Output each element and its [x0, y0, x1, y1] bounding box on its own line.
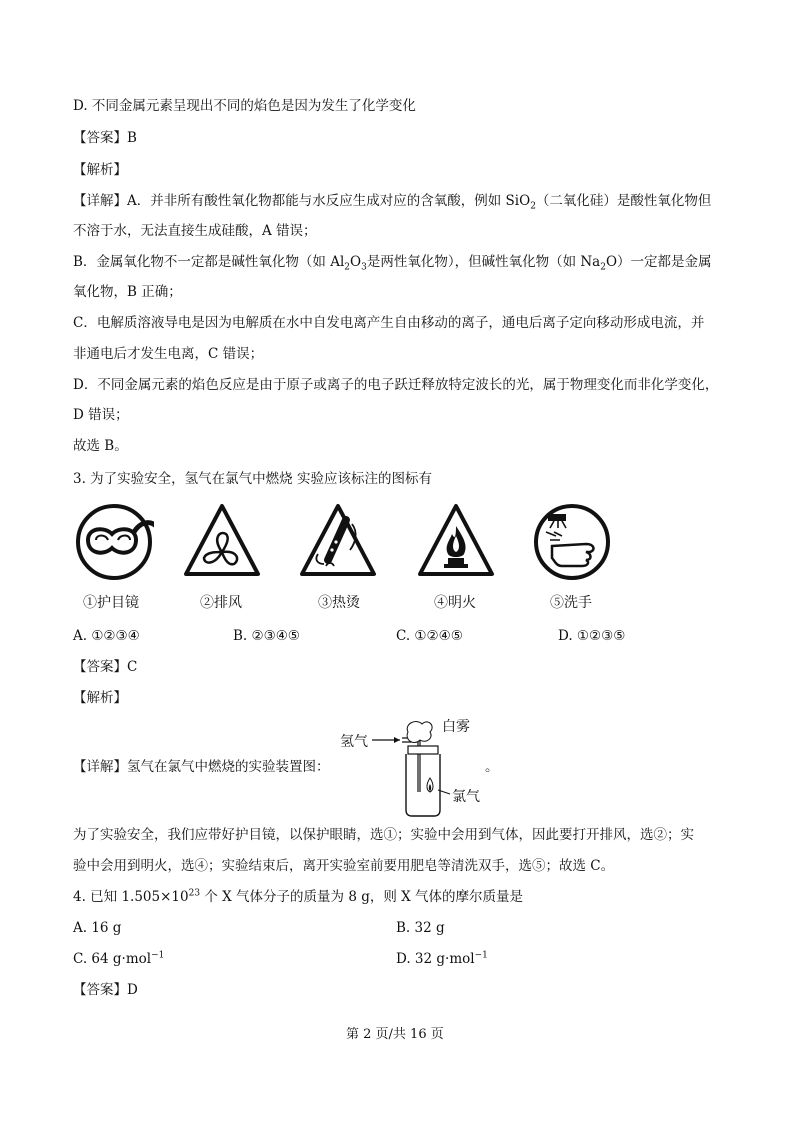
detail3-pre: 【详解】氢气在氯气中燃烧的实验装置图： [73, 759, 330, 775]
icon-label-flame: ④明火 [434, 595, 476, 611]
icon-label-wash: ⑤洗手 [550, 595, 592, 611]
q4-option-c [73, 950, 164, 968]
detail-c-line-2: 非通电后才发生电离，C 错误； [73, 346, 264, 362]
icon-label-goggles: ①护目镜 [83, 595, 139, 611]
detail-b-mid1: O [350, 254, 362, 270]
detail-b-sub1: 2 [344, 262, 351, 273]
question-3-stem: 3. 为了实验安全，氢气在氯气中燃烧 实验应该标注的图标有 [73, 471, 432, 487]
detail3-line-2: 为了实验安全，我们应带好护目镜，以保护眼睛，选①；实验中会用到气体，因此要打开排风，选②；实 [73, 827, 694, 843]
detail-a-post: （二氧化硅）是酸性氧化物但 [535, 193, 712, 209]
page-footer: 第 2 页/共 16 页 [346, 1027, 444, 1042]
answer4-label: 【答案】D [73, 982, 138, 998]
icon-label-fan: ②排风 [200, 595, 242, 611]
detail3-period: 。 [485, 759, 499, 775]
answer-label: 【答案】B [73, 130, 137, 146]
q4-option-c-sup: −1 [151, 950, 165, 961]
answer3-label: 【答案】C [73, 659, 138, 675]
q4-pre: 4. 已知 1.505×10 [73, 889, 189, 905]
detail-a-sub: 2 [530, 201, 536, 212]
detail-d-line: D．不同金属元素的焰色反应是由于原子或离子的电子跃迁释放特定波长的光，属于物理变化而非化学变化， [73, 377, 719, 393]
fan-icon [182, 502, 262, 582]
q3-option-d: D. ①②③⑤ [558, 628, 626, 644]
icon-label-hot: ③热烫 [318, 595, 360, 611]
conclusion-line: 故选 B。 [73, 438, 128, 454]
hot-icon [298, 502, 378, 582]
q3-option-b: B. ②③④⑤ [233, 628, 300, 644]
q4-option-b: B. 32 g [396, 920, 445, 936]
detail-b-pre: B．金属氧化物不一定都是碱性氧化物（如 Al [73, 254, 345, 270]
detail-d-line-2: D 错误； [73, 407, 129, 423]
detail-b-line [73, 253, 712, 271]
detail-c-line: C．电解质溶液导电是因为电解质在水中自发电离产生自由移动的离子，通电后离子定向移动形成电流，并 [73, 315, 705, 331]
flame-icon [416, 502, 496, 582]
label-hydrogen: 氢气 [340, 734, 368, 750]
q4-option-d [396, 950, 488, 968]
option-d-text: D. 不同金属元素呈现出不同的焰色是因为发生了化学变化 [73, 98, 416, 114]
detail-a-line [73, 192, 711, 210]
detail3-line-3: 验中会用到明火，选④；实验结束后，离开实验室前要用肥皂等清洗双手，选⑤；故选 C。 [73, 858, 615, 874]
analysis3-label: 【解析】 [73, 690, 127, 706]
detail-b-sub3: 2 [600, 262, 606, 273]
detail3-line [73, 758, 330, 776]
question-4-stem [73, 888, 523, 906]
q4-option-a: A. 16 g [73, 920, 122, 936]
detail-b-sub2: 3 [361, 262, 367, 273]
apparatus-figure [338, 718, 488, 818]
analysis-label: 【解析】 [73, 162, 127, 178]
detail-b-mid2: 是两性氧化物），但碱性氧化物（如 Na [366, 254, 601, 270]
q4-post: 个 X 气体分子的质量为 8 g，则 X 气体的摩尔质量是 [200, 889, 524, 905]
q4-option-d-sup: −1 [474, 950, 488, 961]
q4-sup: 23 [188, 888, 201, 899]
wash-hands-icon [532, 502, 612, 582]
detail-b-post: O）一定都是金属 [605, 254, 712, 270]
detail-b-line-2: 氧化物，B 正确； [73, 284, 182, 300]
goggles-icon [74, 502, 154, 582]
q3-option-c: C. ①②④⑤ [396, 628, 463, 644]
label-chlorine: 氯气 [452, 789, 480, 805]
label-white-fog: 白雾 [442, 719, 470, 735]
q4-option-c-text: C. 64 g·mol [73, 951, 152, 967]
q4-option-d-text: D. 32 g·mol [396, 951, 475, 967]
q3-option-a: A. ①②③④ [73, 628, 140, 644]
detail-a-line-2: 不溶于水，无法直接生成硅酸，A 错误； [73, 223, 317, 239]
detail-a-pre: 【详解】A．并非所有酸性氧化物都能与水反应生成对应的含氧酸，例如 SiO [73, 193, 531, 209]
